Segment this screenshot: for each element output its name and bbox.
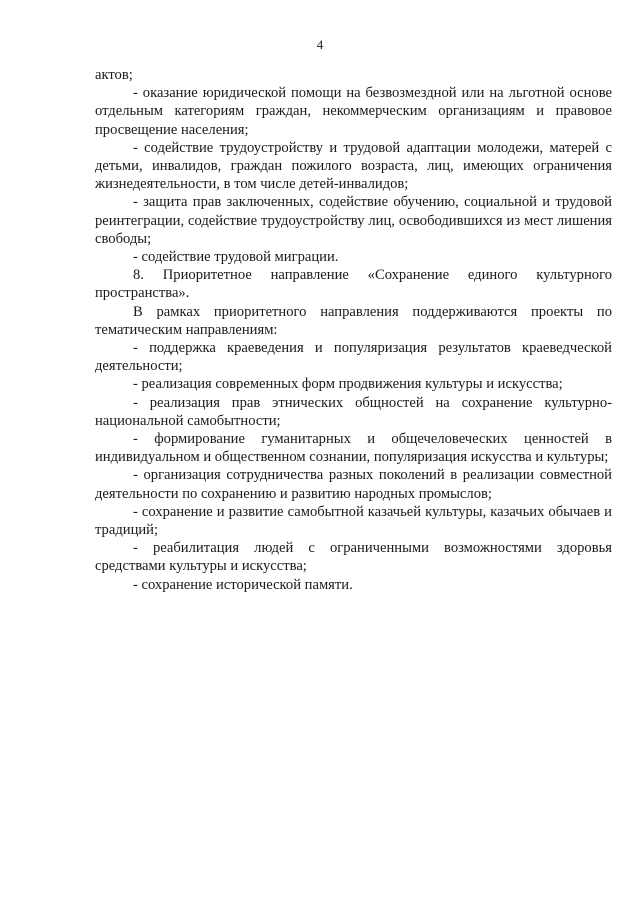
list-item: - реализация современных форм продвижения культуры и искусства;	[133, 376, 563, 393]
list-item: - оказание юридической помощи на безвозмездной или на льготной основе отдельным категориям граждан, некоммерческим организациям и правовое просвещение населения;	[95, 85, 612, 138]
paragraph: актов;	[95, 67, 133, 83]
list-item: - поддержка краеведения и популяризация результатов краеведческой деятельности;	[95, 340, 612, 375]
list-item: - содействие трудоустройству и трудовой адаптации молодежи, матерей с детьми, инвалидов, граждан пожилого возраста, лиц, имеющих ограничения жизнедеятельности, в том числе детей-инвалидов;	[95, 139, 612, 193]
list-item: - содействие трудовой миграции.	[133, 249, 339, 266]
list-item: - сохранение исторической памяти.	[133, 576, 353, 593]
section-heading: 8. Приоритетное направление «Сохранение единого культурного пространства».	[95, 267, 612, 302]
list-item: - реализация прав этнических общностей на сохранение культурно-национальной самобытности;	[95, 394, 612, 429]
document-body	[95, 66, 612, 594]
list-item: - сохранение и развитие самобытной казачьей культуры, казачьих обычаев и традиций;	[95, 503, 612, 539]
list-item: - формирование гуманитарных и общечеловеческих ценностей в индивидуальном и общественном сознании, популяризация искусства и культуры;	[95, 431, 612, 466]
list-item: - реабилитация людей с ограниченными возможностями здоровья средствами культуры и искусства;	[95, 540, 612, 575]
list-item: - организация сотрудничества разных поколений в реализации совместной деятельности по сохранению и развитию народных промыслов;	[95, 467, 612, 502]
paragraph: В рамках приоритетного направления поддерживаются проекты по тематическим направлениям:	[95, 303, 612, 338]
list-item: - защита прав заключенных, содействие обучению, социальной и трудовой реинтеграции, содействие трудоустройству лиц, освободившихся из мест лишения свободы;	[95, 194, 612, 247]
page-number: 4	[316, 37, 324, 52]
